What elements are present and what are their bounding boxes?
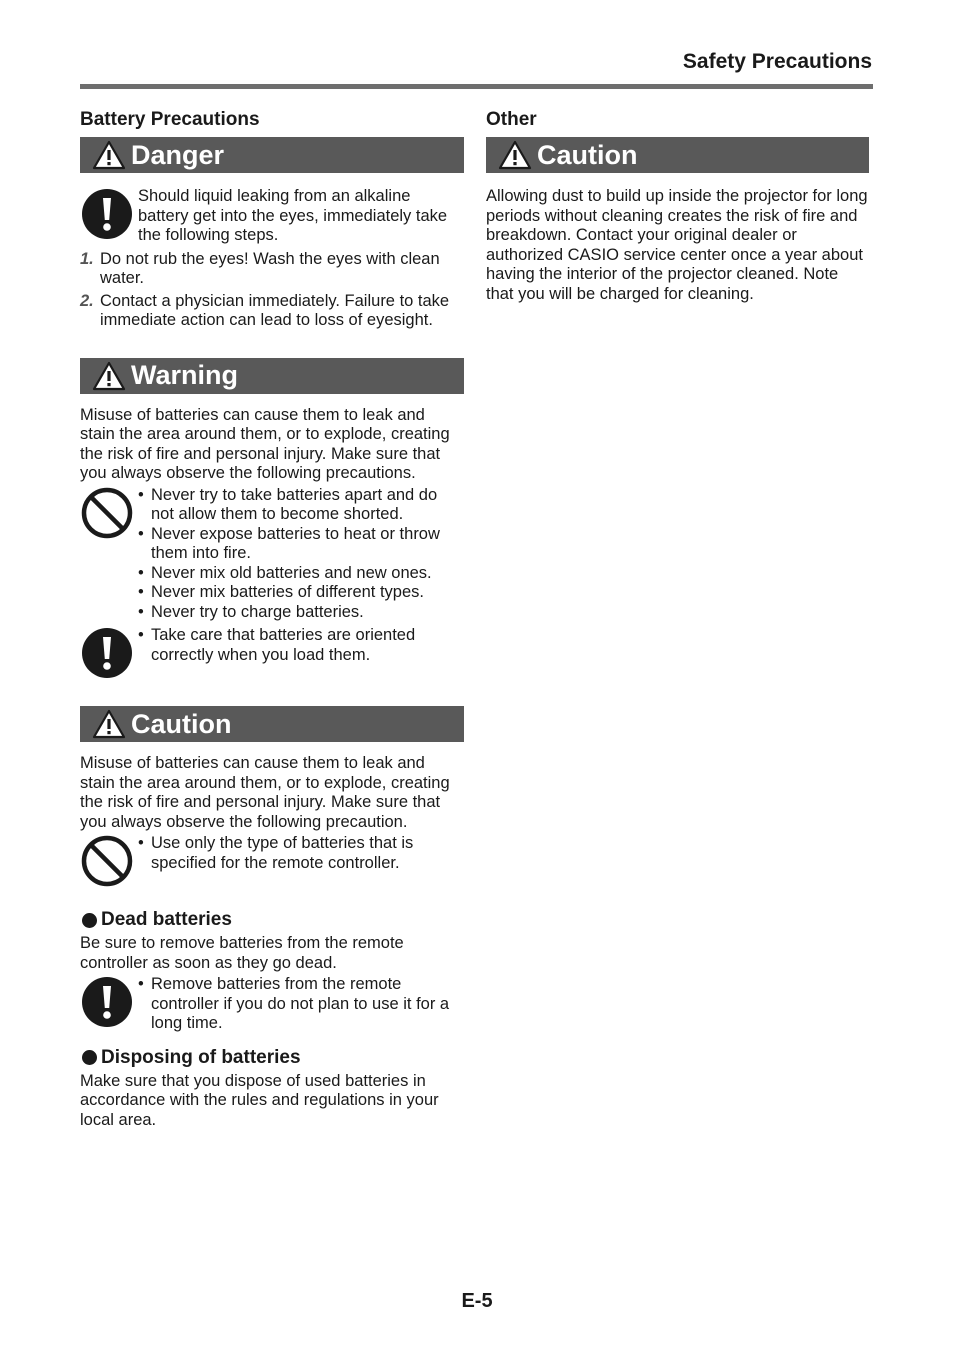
danger-label: Danger: [131, 139, 225, 170]
bullet-dot-icon: [82, 1050, 97, 1065]
dead-mandatory-list: [138, 975, 464, 1034]
caution-banner-other: [486, 137, 869, 173]
warning-triangle-icon: [92, 709, 126, 739]
warning-banner: [80, 358, 464, 394]
warning-triangle-icon: [498, 140, 532, 170]
list-item: • Never try to take batteries apart and do not allow them to become shorted.: [138, 486, 464, 525]
list-item: • Take care that batteries are oriented correctly when you load them.: [138, 626, 464, 665]
section-title-battery-precautions: Battery Precautions: [80, 109, 260, 130]
right-column: [486, 108, 869, 304]
caution-banner: [80, 706, 464, 742]
warning-prohibited-row: [80, 486, 464, 623]
page-number: E-5: [461, 1290, 493, 1312]
mandatory-exclamation-icon: [80, 187, 134, 241]
other-caution-text: Allowing dust to build up inside the projector for long periods without cleaning creates the risk of fire and breakdown. Contact your original dealer or authorized CASIO service center once a year about having the interior of the projector cleaned. Note that you will be charged for cleaning.: [486, 187, 868, 303]
danger-banner: [80, 137, 464, 173]
danger-step: 2. Contact a physician immediately. Failure to take immediate action can lead to loss of eyesight.: [80, 291, 450, 329]
danger-row: [80, 187, 464, 246]
mandatory-exclamation-icon: [80, 626, 134, 680]
list-item: • Never expose batteries to heat or throw them into fire.: [138, 525, 464, 564]
list-item: • Never try to charge batteries.: [138, 603, 464, 623]
warning-mandatory-row: [80, 626, 464, 680]
prohibited-icon: [80, 834, 134, 888]
danger-intro: Should liquid leaking from an alkaline battery get into the eyes, immediately take the following steps.: [138, 187, 448, 244]
warning-intro: Misuse of batteries can cause them to leak and stain the area around them, or to explode, creating the risk of fire and personal injury. Make sure that you always observe the following precautions.: [80, 405, 450, 482]
disposing-batteries-heading: Disposing of batteries: [80, 1046, 464, 1070]
warning-mandatory-list: [138, 626, 464, 665]
prohibited-icon: [80, 486, 134, 540]
dead-batteries-text: Be sure to remove batteries from the remote controller as soon as they go dead.: [80, 934, 404, 972]
header-rule: [80, 84, 873, 89]
caution-label: Caution: [131, 708, 232, 739]
page-header-title: Safety Precautions: [682, 50, 872, 73]
disposing-batteries-text: Make sure that you dispose of used batteries in accordance with the rules and regulations in your local area.: [80, 1071, 439, 1129]
caution-intro: Misuse of batteries can cause them to leak and stain the area around them, or to explode, creating the risk of fire and personal injury. Make sure that you always observe the following precaution.: [80, 754, 450, 831]
caution-prohibited-list: [138, 834, 464, 873]
caution-label: Caution: [537, 139, 638, 170]
list-item: • Never mix batteries of different types.: [138, 583, 464, 603]
list-item: • Use only the type of batteries that is specified for the remote controller.: [138, 834, 464, 873]
dead-mandatory-row: [80, 975, 464, 1034]
left-column: [80, 108, 464, 1130]
warning-triangle-icon: [92, 140, 126, 170]
list-item: • Never mix old batteries and new ones.: [138, 564, 464, 584]
danger-steps: [80, 250, 464, 331]
warning-prohibited-list: [138, 486, 464, 623]
danger-step: 1. Do not rub the eyes! Wash the eyes with clean water.: [80, 249, 440, 287]
caution-prohibited-row: [80, 834, 464, 888]
mandatory-exclamation-icon: [80, 975, 134, 1029]
section-title-other: Other: [486, 109, 537, 130]
dead-batteries-heading: Dead batteries: [80, 908, 464, 932]
warning-label: Warning: [131, 360, 238, 390]
bullet-dot-icon: [82, 913, 97, 928]
warning-triangle-icon: [92, 361, 126, 391]
list-item: • Remove batteries from the remote controller if you do not plan to use it for a long time.: [138, 975, 464, 1034]
